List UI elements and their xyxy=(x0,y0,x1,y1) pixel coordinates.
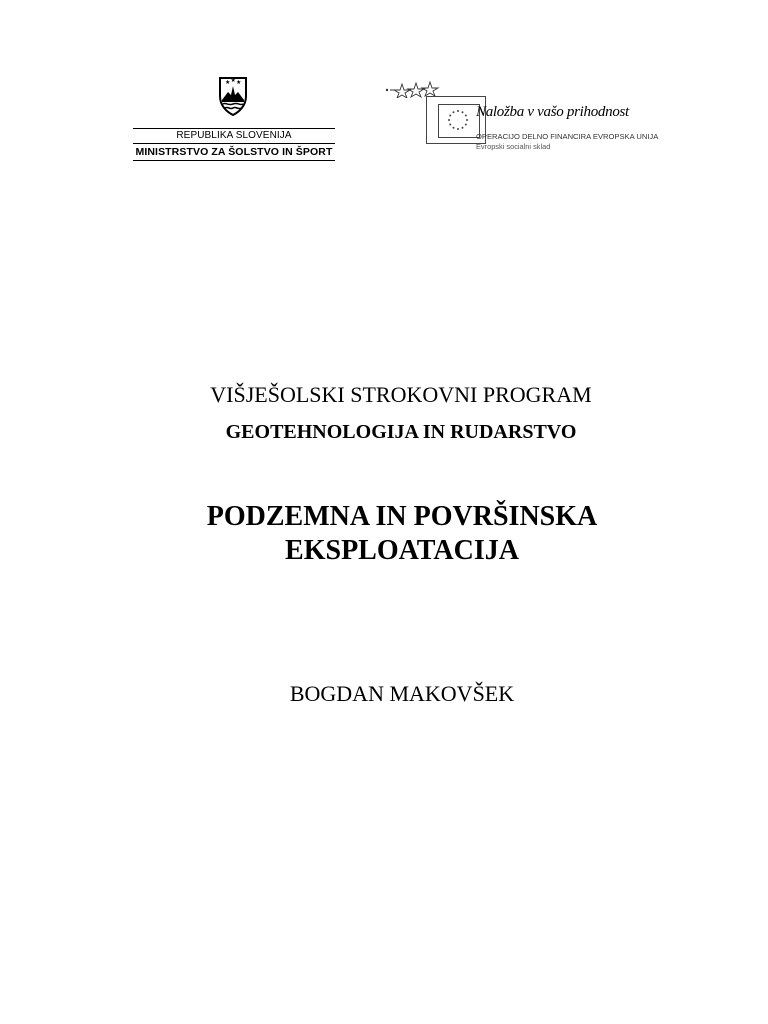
ministry-logo-divider xyxy=(133,143,335,144)
ministry-name-label: MINISTRSTVO ZA ŠOLSTVO IN ŠPORT xyxy=(135,146,333,158)
ministry-logo-divider xyxy=(133,160,335,161)
svg-text:★: ★ xyxy=(236,79,242,86)
course-title xyxy=(0,500,768,568)
eu-fund-label: Evropski socialni sklad xyxy=(476,142,551,151)
eu-slogan: Naložba v vašo prihodnost xyxy=(476,104,629,120)
svg-text:★: ★ xyxy=(225,79,231,86)
course-title-line-2: EKSPLOATACIJA xyxy=(285,535,519,566)
eu-operation-label: OPERACIJO DELNO FINANCIRA EVROPSKA UNIJA xyxy=(476,132,659,141)
eu-funding-logo xyxy=(380,74,659,170)
slovenia-coat-of-arms-icon xyxy=(217,74,249,116)
eu-flag-icon xyxy=(443,108,473,132)
ministry-logo xyxy=(133,72,335,164)
program-name: GEOTEHNOLOGIJA IN RUDARSTVO xyxy=(225,421,577,443)
program-type: VIŠJEŠOLSKI STROKOVNI PROGRAM xyxy=(210,382,592,407)
ministry-country-label: REPUBLIKA SLOVENIJA xyxy=(176,130,292,141)
author-name: BOGDAN MAKOVŠEK xyxy=(289,681,515,706)
course-title-line-1: PODZEMNA IN POVRŠINSKA xyxy=(206,501,598,532)
svg-text:★: ★ xyxy=(230,77,236,84)
